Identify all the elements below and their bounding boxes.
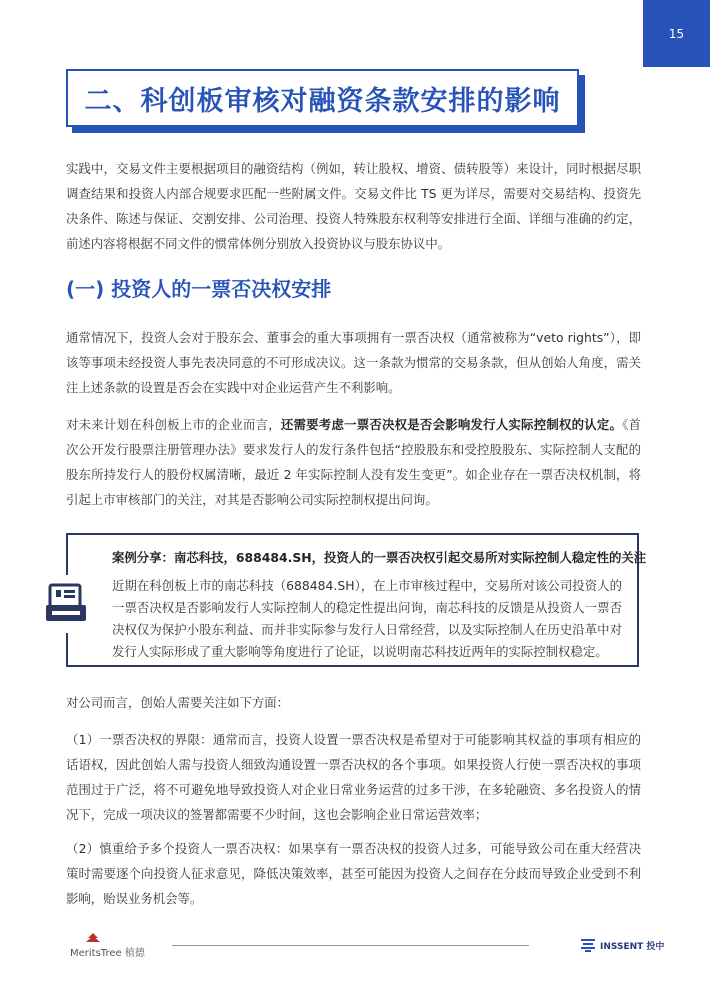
concern-item-2: （2）慎重给予多个投资人一票否决权：如果享有一票否决权的投资人过多，可能导致公司在重大经营决策时需要逐个向投资人征求意见，降低决策效率，甚至可能因为投资人之间存在分歧而导致企业受到不利影响，贻误业务机会等。: [66, 841, 641, 906]
inssent-logo-text: INSSENT 投中: [600, 941, 665, 952]
footer-divider: [172, 945, 529, 946]
case-study-box: [66, 533, 647, 667]
case-study-icon-wrap: [37, 575, 95, 633]
meritstree-logo: [70, 932, 170, 958]
section-title-box: [66, 69, 579, 127]
intro-paragraph: 实践中，交易文件主要根据项目的融资结构（例如，转让股权、增资、债转股等）来设计，同时根据尽职调查结果和投资人内部合规要求匹配一些附属文件。交易文件比 TS 更为详尽，需要对交易结构、投资先决条件、陈述与保证、交割安排、公司治理、投资人特殊股东权利等安排进行全面、详细与准确的约定，前述内容将根据不同文件的惯常体例分别放入投资协议与股东协议中。: [66, 161, 641, 251]
meritstree-logo-text: MeritsTree 植德: [70, 948, 145, 959]
tree-logo-icon: [78, 932, 108, 944]
printer-icon: [37, 575, 95, 633]
inssent-logo-icon: [580, 937, 596, 953]
veto-paragraph-2-lead: 对未来计划在科创板上市的企业而言，: [66, 417, 281, 432]
page-number-tab: [643, 0, 710, 67]
concern-item-1: （1）一票否决权的界限：通常而言，投资人设置一票否决权是希望对于可能影响其权益的事项有相应的话语权，因此创始人需与投资人细致沟通设置一票否决权的各个事项。如果投资人行使一票否决权的事项范围过于广泛，将不可避免地导致投资人对企业日常业务运营的过多干涉，在多轮融资、多名投资人的情况下，完成一项决议的签署都需要不少时间，这也会影响企业日常运营效率；: [66, 732, 641, 822]
veto-paragraph-2: [66, 412, 641, 512]
concerns-lead: 对公司而言，创始人需要关注如下方面：: [66, 695, 290, 710]
page-number: 15: [668, 26, 685, 41]
case-study-body: 近期在科创板上市的南芯科技（688484.SH），在上市审核过程中，交易所对该公司投资人的一票否决权是否影响发行人实际控制人的稳定性提出问询，南芯科技的反馈是从投资人一票否决权仅为保护小股东利益、而并非实际参与发行人日常经营，以及实际控制人在历史沿革中对发行人实际形成了重大影响等角度进行了论证，以说明南芯科技近两年的实际控制权稳定。: [112, 578, 622, 659]
inssent-logo: [580, 934, 664, 956]
veto-paragraph-1: 通常情况下，投资人会对于股东会、董事会的重大事项拥有一票否决权（通常被称为“veto rights”），即该等事项未经投资人事先表决同意的不可形成决议。这一条款为惯常的交易条款，但从创始人角度，需关注上述条款的设置是否会在实践中对企业运营产生不利影响。: [66, 330, 641, 395]
veto-paragraph-2-emphasis: 还需要考虑一票否决权是否会影响发行人实际控制权的认定。: [280, 417, 623, 432]
veto-paragraph-2-rest: 《首次公开发行股票注册管理办法》要求发行人的发行条件包括“控股股东和受控股股东、实际控制人支配的股东所持发行人的股份权属清晰，最近 2 年实际控制人没有发生变更”。如企业存在一票否决权机制，将引起上市审核部门的关注，对其是否影响公司实际控制权提出问询。: [66, 417, 642, 507]
section-title: 二、科创板审核对融资条款安排的影响: [84, 85, 561, 117]
subsection-title: (一) 投资人的一票否决权安排: [66, 277, 332, 301]
case-study-title: 案例分享：南芯科技，688484.SH，投资人的一票否决权引起交易所对实际控制人稳定性的关注: [112, 550, 647, 565]
